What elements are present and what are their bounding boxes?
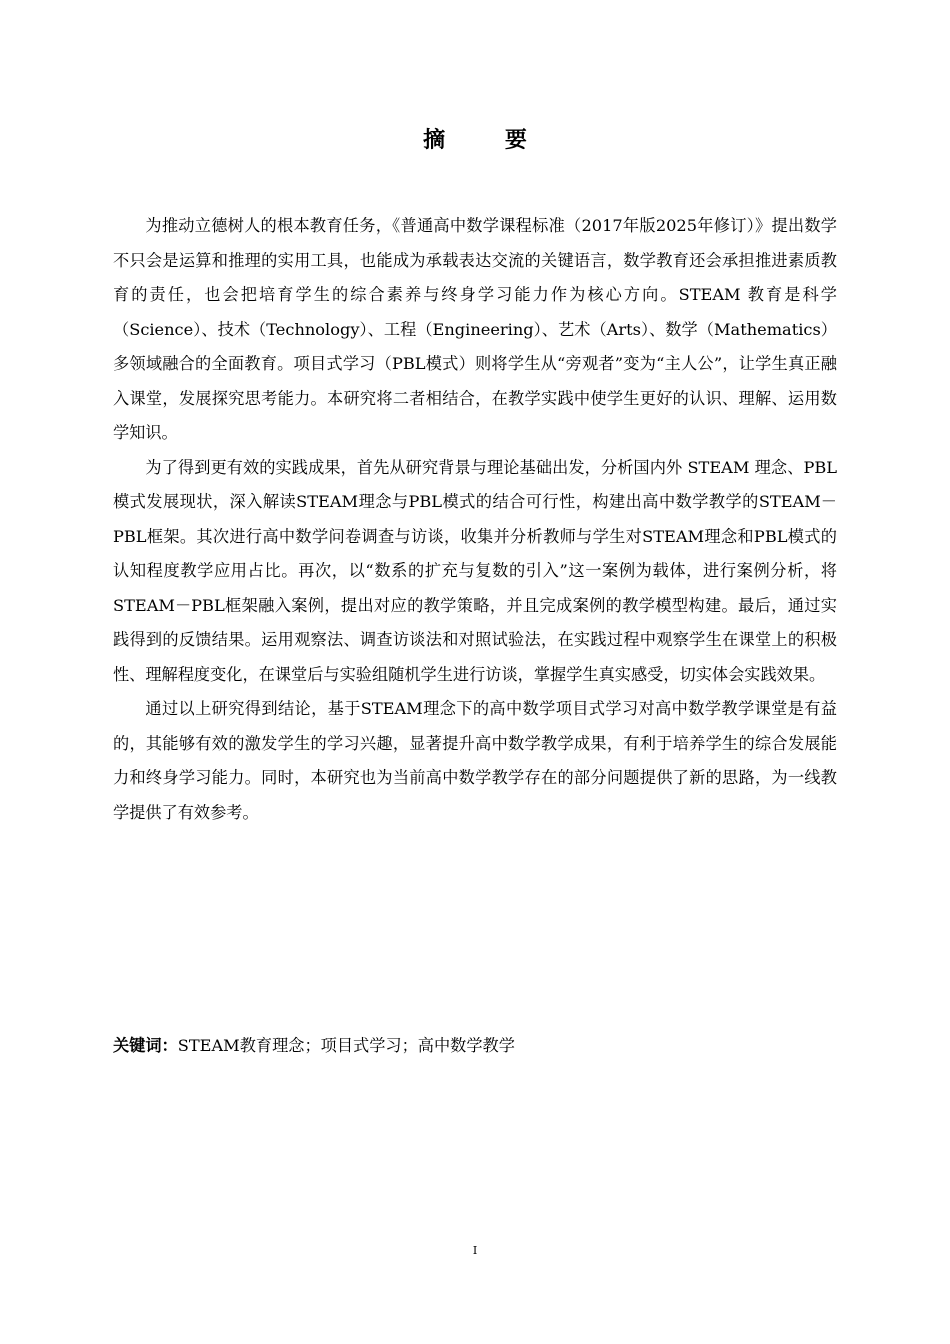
abstract-paragraph-2: 为了得到更有效的实践成果，首先从研究背景与理论基础出发，分析国内外 STEAM 理念、PBL模式发展现状，深入解读STEAM理念与PBL模式的结合可行性，构建出高中数学教学的STEAM－PBL框架。其次进行高中数学问卷调查与访谈，收集并分析教师与学生对STEAM理念和PBL模式的认知程度教学应用占比。再次，以“数系的扩充与复数的引入”这一案例为载体，进行案例分析，将STEAM－PBL框架融入案例，提出对应的教学策略，并且完成案例的教学模型构建。最后，通过实践得到的反馈结果。运用观察法、调查访谈法和对照试验法，在实践过程中观察学生在课堂上的积极性、理解程度变化，在课堂后与实验组随机学生进行访谈，掌握学生真实感受，切实体会实践效果。 <box>113 457 837 684</box>
abstract-paragraph-1: 为推动立德树人的根本教育任务，《普通高中数学课程标准（2017年版2025年修订）》提出数学不只会是运算和推理的实用工具，也能成为承载表达交流的关键语言，数学教育还会承担推进素质教育的责任，也会把培育学生的综合素养与终身学习能力作为核心方向。STEAM 教育是科学（Science）、技术（Technology）、工程（Engineering）、艺术（Arts）、数学（Mathematics）多领域融合的全面教育。项目式学习（PBL模式）则将学生从“旁观者”变为“主人公”，让学生真正融入课堂，发展探究思考能力。本研究将二者相结合，在教学实践中使学生更好的认识、理解、运用数学知识。 <box>113 216 837 442</box>
page-number: I <box>472 1244 478 1257</box>
keywords-label: 关键词： <box>113 1036 178 1055</box>
keywords-text: STEAM教育理念；项目式学习；高中数学教学 <box>177 1036 515 1055</box>
abstract-body <box>113 209 837 830</box>
keywords-line <box>113 1029 837 1063</box>
abstract-title: 摘 要 <box>423 127 553 153</box>
abstract-paragraph-3: 通过以上研究得到结论，基于STEAM理念下的高中数学项目式学习对高中数学教学课堂是有益的，其能够有效的激发学生的学习兴趣，显著提升高中数学教学成果，有利于培养学生的综合发展能力和终身学习能力。同时，本研究也为当前高中数学教学存在的部分问题提供了新的思路，为一线教学提供了有效参考。 <box>113 699 837 822</box>
